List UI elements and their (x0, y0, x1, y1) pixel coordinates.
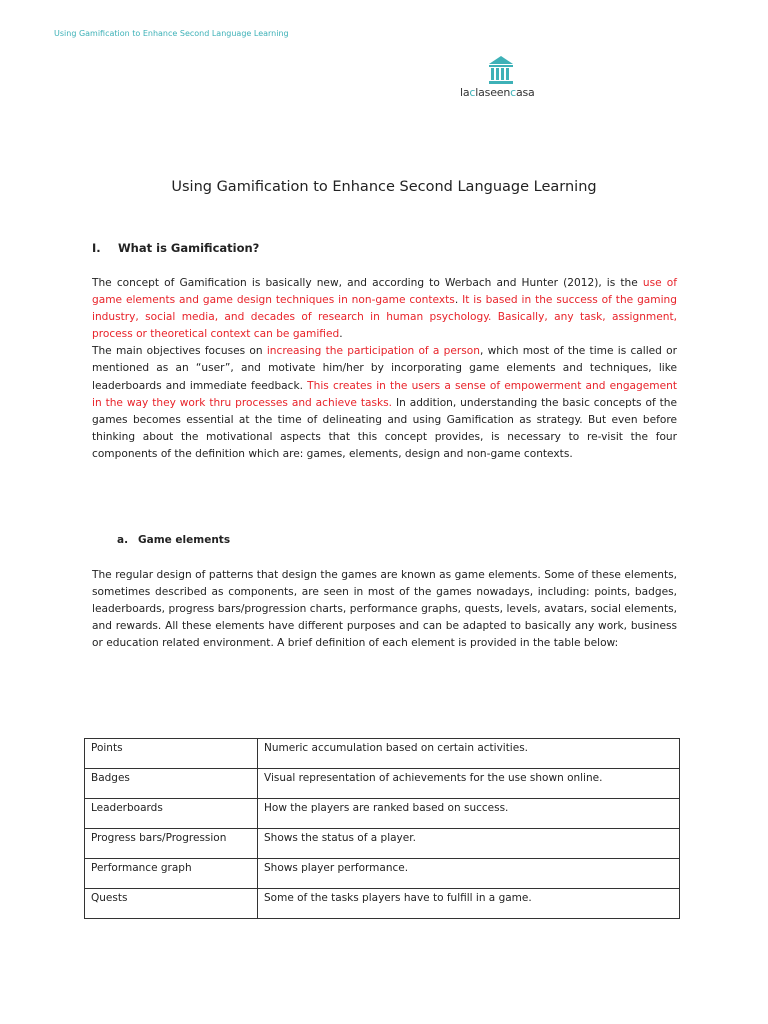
game-elements-paragraph: The regular design of patterns that design the games are known as game elements. Some of these elements, sometimes described as components, are seen in most of the games nowadays, including: points, badges, leaderboards, progress bars/progression charts, performance graphs, quests, levels, avatars, social elements, and rewards. All these elements have different purposes and can be adapted to basically any work, business or education related environment. A brief definition of each element is provided in the table below: (92, 569, 677, 650)
definition-cell: Some of the tasks players have to fulfill in a game. (258, 889, 680, 919)
table-row (85, 799, 680, 829)
term-cell: Quests (85, 889, 258, 919)
section-heading-what-is-gamification (92, 241, 259, 255)
laclaseencasa-logo (460, 55, 544, 99)
section-title: What is Gamification? (118, 241, 260, 255)
term-cell: Progress bars/Progression (85, 829, 258, 859)
highlight-definition: use of game elements and game design techniques in non-game contexts (92, 277, 677, 307)
running-header: Using Gamification to Enhance Second Language Learning (54, 29, 289, 38)
term-cell: Leaderboards (85, 799, 258, 829)
subsection-title: Game elements (138, 534, 231, 546)
highlight-objective: increasing the participation of a person (266, 345, 480, 358)
table-row (85, 889, 680, 919)
section-number: I. (92, 241, 101, 255)
game-elements-table (84, 738, 680, 919)
highlight-basis: It is based in the success of the gaming industry, social media, and decades of research in human psychology. Basically, any task, assignment, process or theoretical context can be gamified (92, 294, 677, 341)
term-cell: Badges (85, 769, 258, 799)
term-cell: Performance graph (85, 859, 258, 889)
document-title: Using Gamification to Enhance Second Language Learning (171, 179, 597, 195)
subsection-number: a. (117, 534, 129, 546)
definition-cell: Shows player performance. (258, 859, 680, 889)
table-row (85, 859, 680, 889)
definition-cell: Numeric accumulation based on certain activities. (258, 739, 680, 769)
intro-paragraph: The concept of Gamification is basically new, and according to Werbach and Hunter (2012), is the use of game elements and game design techniques in non-game contexts. It is based in the success of the gaming industry, social media, and decades of research in human psychology. Basically, any task, assignment, process or theoretical context can be gamified. The main objectives focuses on increasing the participation of a person, which most of the time is called or mentioned as an “user”, and motivate him/her by incorporating game elements and techniques, like leaderboards and immediate feedback. This creates in the users a sense of empowerment and engagement in the way they work thru processes and achieve tasks. In addition, understanding the basic concepts of the games becomes essential at the time of delineating and using Gamification as strategy. But even before thinking about the motivational aspects that this concept provides, is necessary to re-visit the four components of the definition which are: games, elements, design and non-game contexts. (92, 277, 678, 460)
building-logo-icon (487, 55, 515, 85)
definition-cell: Shows the status of a player. (258, 829, 680, 859)
definition-cell: Visual representation of achievements for the use shown online. (258, 769, 680, 799)
table-row (85, 829, 680, 859)
logo-text: laclaseencasa (460, 86, 535, 99)
highlight-empowerment: This creates in the users a sense of empowerment and engagement in the way they work thru processes and achieve tasks. (92, 379, 678, 409)
table-row (85, 739, 680, 769)
table-row (85, 769, 680, 799)
definition-cell: How the players are ranked based on success. (258, 799, 680, 829)
term-cell: Points (85, 739, 258, 769)
subsection-heading-game-elements (117, 534, 230, 546)
